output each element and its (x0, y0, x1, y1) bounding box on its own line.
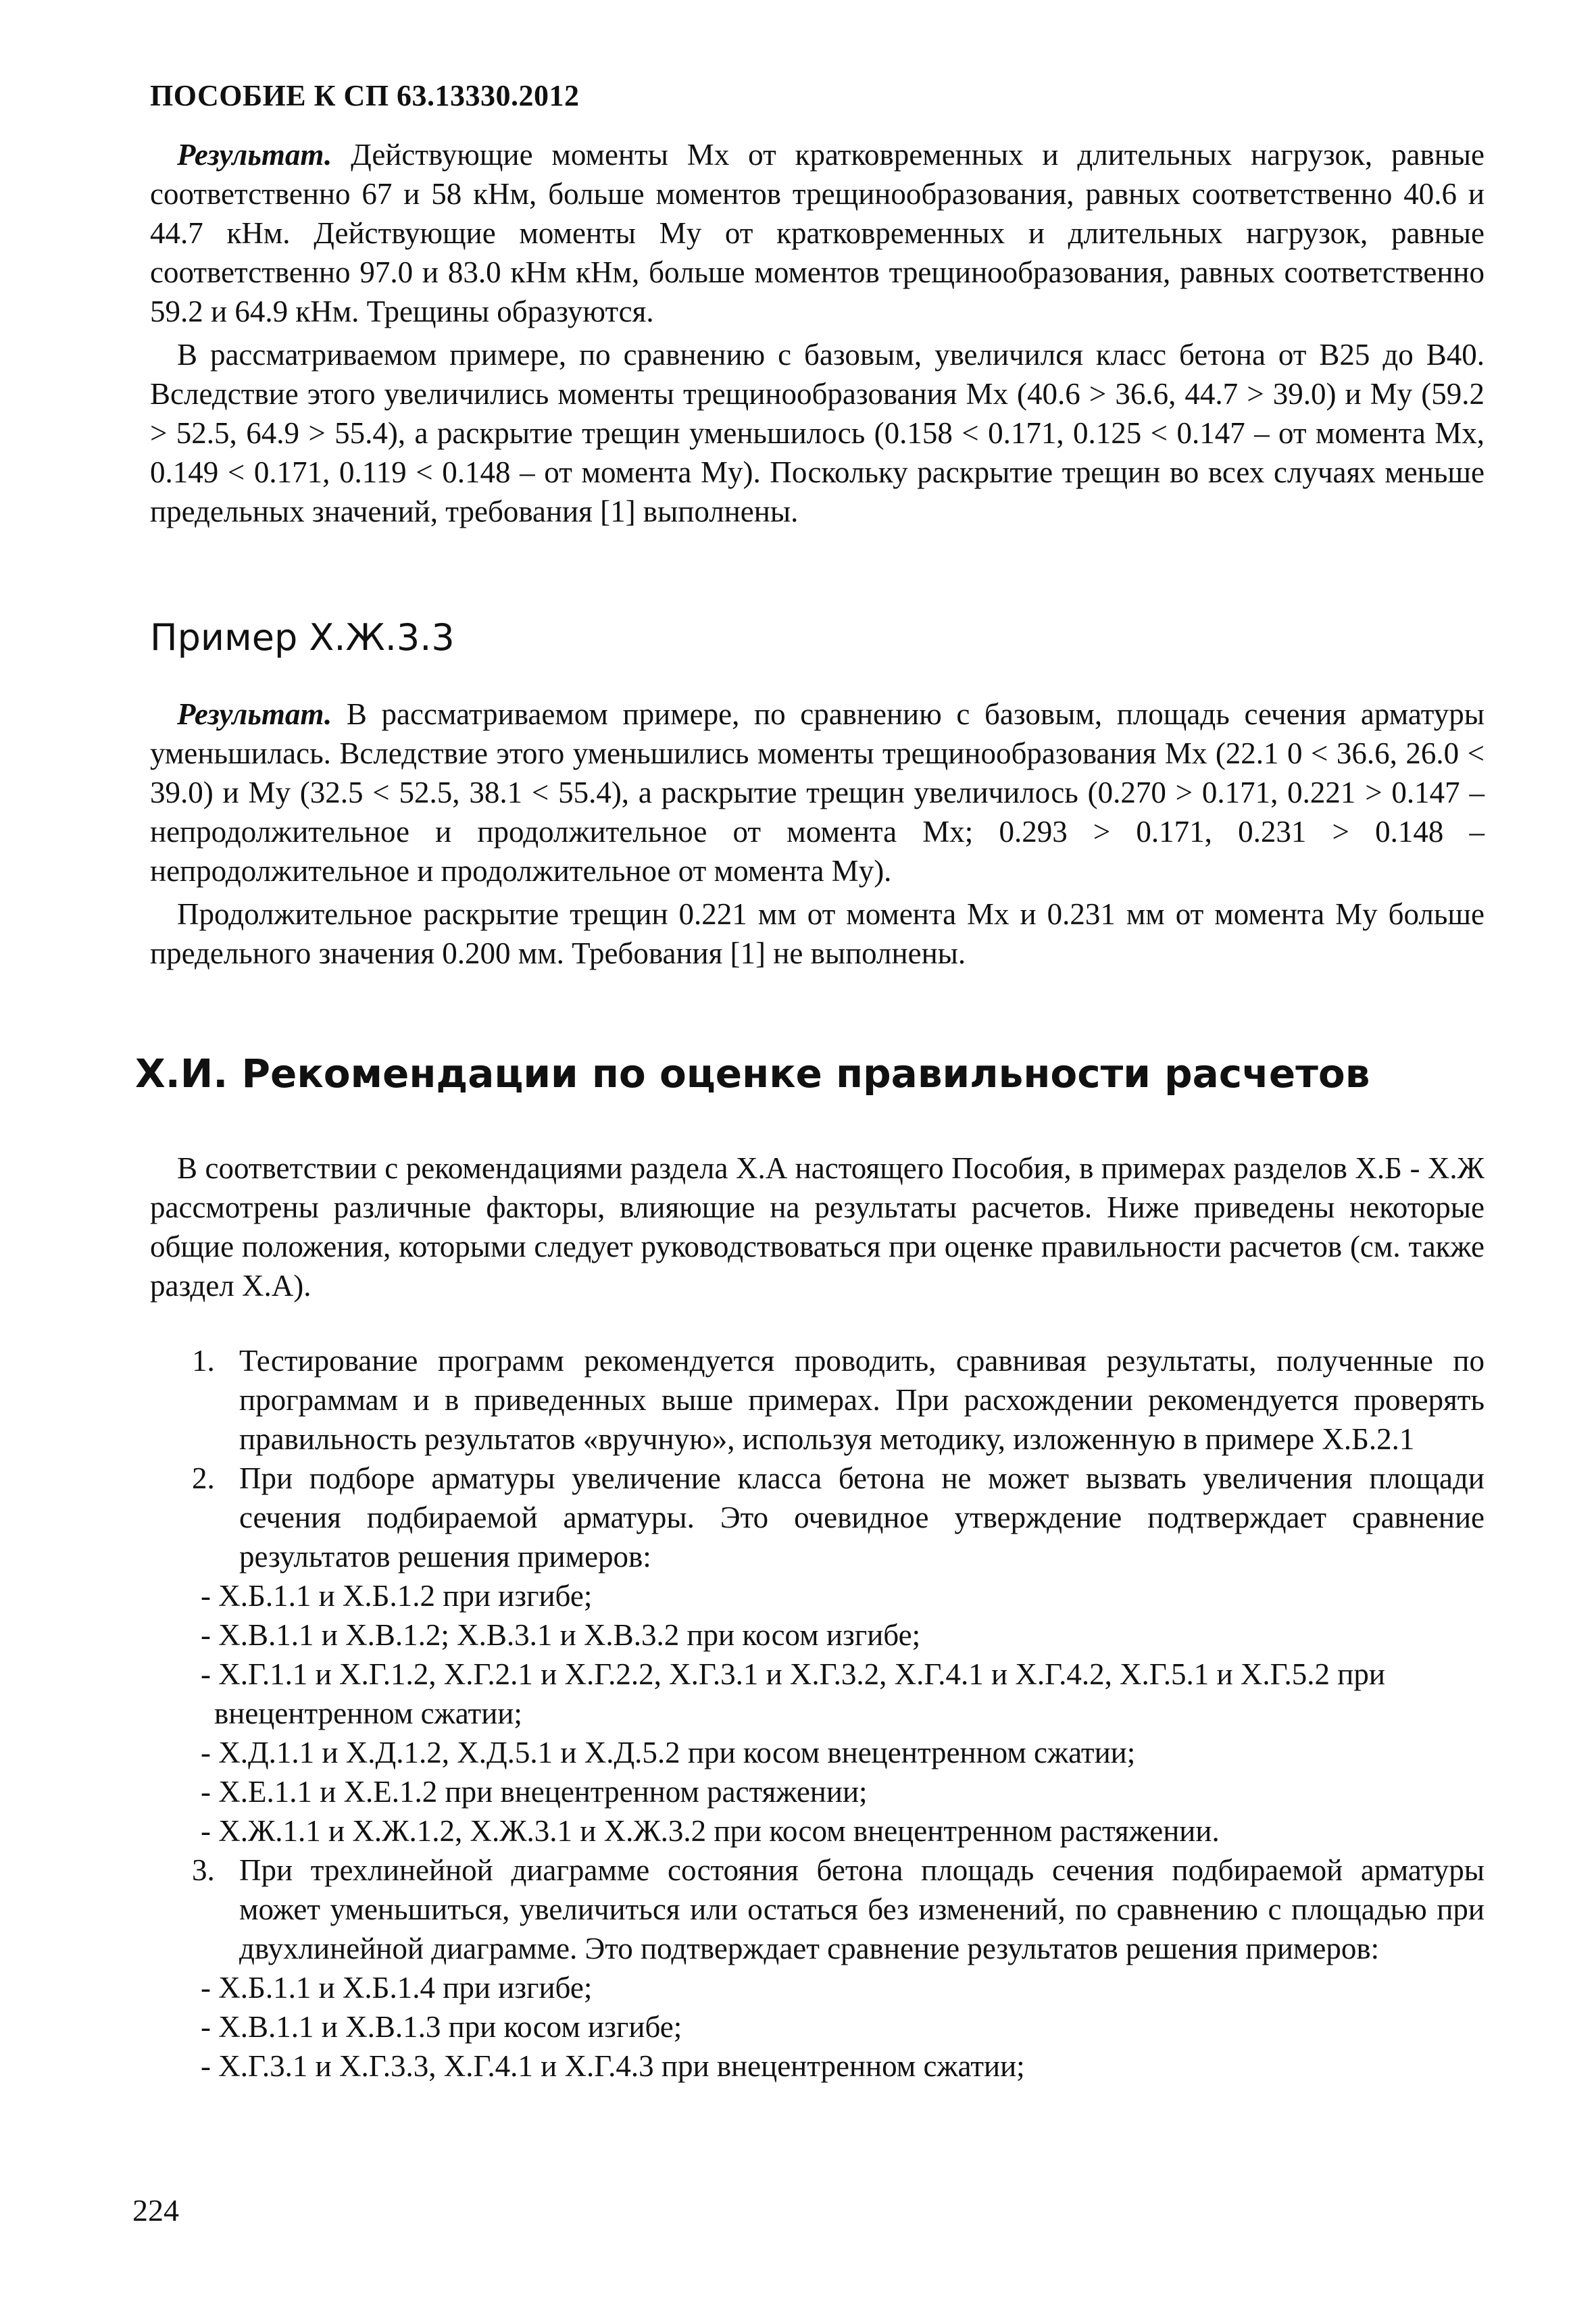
list-item (150, 1459, 1485, 1851)
example-reference: - Х.Г.1.1 и Х.Г.1.2, Х.Г.2.1 и Х.Г.2.2, Х.Г.3.1 и Х.Г.3.2, Х.Г.4.1 и Х.Г.4.2, Х.Г.5.1 и Х.Г.5.2 при внецентренном сжатии; (201, 1657, 1385, 1730)
example-reference: - Х.В.1.1 и Х.В.1.2; Х.В.3.1 и Х.В.3.2 при косом изгибе; (201, 1618, 921, 1652)
list-item-body (150, 1851, 1485, 1968)
result-paragraph (150, 135, 1485, 331)
recommendation-list (150, 1341, 1485, 2086)
list-item-number: 1. (192, 1344, 215, 1378)
section-heading: Х.И. Рекомендации по оценке правильности расчетов (135, 1051, 1370, 1097)
list-item (150, 1341, 1485, 1459)
result-text: В рассматриваемом примере, по сравнению с базовым, площадь сечения арматуры уменьшилась. Вследствие этого уменьшились моменты трещинообразования Mx (22.1 0 < 36.6, 26.0 < 39.0) и My (32.5 < 52.5, 38.1 < 55.4), а раскрытие трещин увеличилось (0.270 > 0.171, 0.221 > 0.147 – непродолжительное и продолжительное от момента Mx; 0.293 > 0.171, 0.231 > 0.148 – непродолжительное и продолжительное от момента My). (150, 697, 1485, 888)
list-item-number: 3. (192, 1853, 215, 1887)
comparison-paragraph: В рассматриваемом примере, по сравнению с базовым, увеличился класс бетона от В25 до В40. Вследствие этого увеличились моменты трещинообразования Mx (40.6 > 36.6, 44.7 > 39.0) и My (59.2 > 52.5, 64.9 > 55.4), а раскрытие трещин уменьшилось (0.158 < 0.171, 0.125 < 0.147 – от момента Mx, 0.149 < 0.171, 0.119 < 0.148 – от момента My). Поскольку раскрытие трещин во всех случаях меньше предельных значений, требования [1] выполнены. (150, 338, 1485, 528)
list-item-text: При трехлинейной диаграмме состояния бетона площадь сечения подбираемой арматуры может уменьшиться, увеличиться или остаться без изменений, по сравнению с площадью при двухлинейной диаграмме. Это подтверждает сравнение результатов решения примеров: (239, 1853, 1485, 1965)
result-block-2 (150, 695, 1485, 977)
example-reference: - Х.В.1.1 и Х.В.1.3 при косом изгибе; (201, 2010, 682, 2044)
result-lead: Результат. (177, 138, 332, 172)
example-reference: - Х.Е.1.1 и Х.Е.1.2 при внецентренном растяжении; (201, 1775, 868, 1809)
page-number: 224 (132, 2193, 179, 2228)
example-heading: Пример Х.Ж.3.3 (150, 616, 455, 659)
list-item-body (150, 1459, 1485, 1576)
running-header: ПОСОБИЕ К СП 63.13330.2012 (150, 79, 580, 112)
list-item-text: Тестирование программ рекомендуется проводить, сравнивая результаты, полученные по программам и в приведенных выше примерах. При расхождении рекомендуется проверять правильность результатов «вручную», используя методику, изложенную в примере Х.Б.2.1 (239, 1344, 1485, 1456)
list-item-text: При подборе арматуры увеличение класса бетона не может вызвать увеличения площади сечения подбираемой арматуры. Это очевидное утверждение подтверждает сравнение результатов решения примеров: (239, 1461, 1485, 1574)
list-item (150, 1851, 1485, 2086)
section-intro (150, 1149, 1485, 1309)
result-text: Действующие моменты Mx от кратковременных и длительных нагрузок, равные соответственно 67 и 58 кНм, больше моментов трещинообразования, равных соответственно 40.6 и 44.7 кНм. Действующие моменты My от кратковременных и длительных нагрузок, равные соответственно 97.0 и 83.0 кНм кНм, больше моментов трещинообразования, равных соответственно 59.2 и 64.9 кНм. Трещины образуются. (150, 138, 1485, 328)
list-item-number: 2. (192, 1461, 215, 1495)
example-reference: - Х.Г.3.1 и Х.Г.3.3, Х.Г.4.1 и Х.Г.4.3 при внецентренном сжатии; (201, 2049, 1025, 2083)
result-block-1 (150, 135, 1485, 535)
example-reference: - Х.Д.1.1 и Х.Д.1.2, Х.Д.5.1 и Х.Д.5.2 при косом внецентренном сжатии; (201, 1736, 1136, 1769)
result-lead: Результат. (177, 697, 332, 731)
example-reference: - Х.Б.1.1 и Х.Б.1.2 при изгибе; (201, 1579, 593, 1613)
conclusion-paragraph: Продолжительное раскрытие трещин 0.221 мм от момента Mx и 0.231 мм от момента My больше предельного значения 0.200 мм. Требования [1] не выполнены. (150, 897, 1485, 970)
intro-paragraph: В соответствии с рекомендациями раздела Х.А настоящего Пособия, в примерах разделов Х.Б - Х.Ж рассмотрены различные факторы, влияющие на результаты расчетов. Ниже приведены некоторые общие положения, которыми следует руководствоваться при оценке правильности расчетов (см. также раздел Х.А). (150, 1151, 1485, 1303)
example-reference: - Х.Б.1.1 и Х.Б.1.4 при изгибе; (201, 1971, 593, 2005)
list-item-body (150, 1341, 1485, 1459)
result-paragraph (150, 695, 1485, 890)
example-reference: - Х.Ж.1.1 и Х.Ж.1.2, Х.Ж.3.1 и Х.Ж.3.2 при косом внецентренном растяжении. (201, 1814, 1220, 1848)
